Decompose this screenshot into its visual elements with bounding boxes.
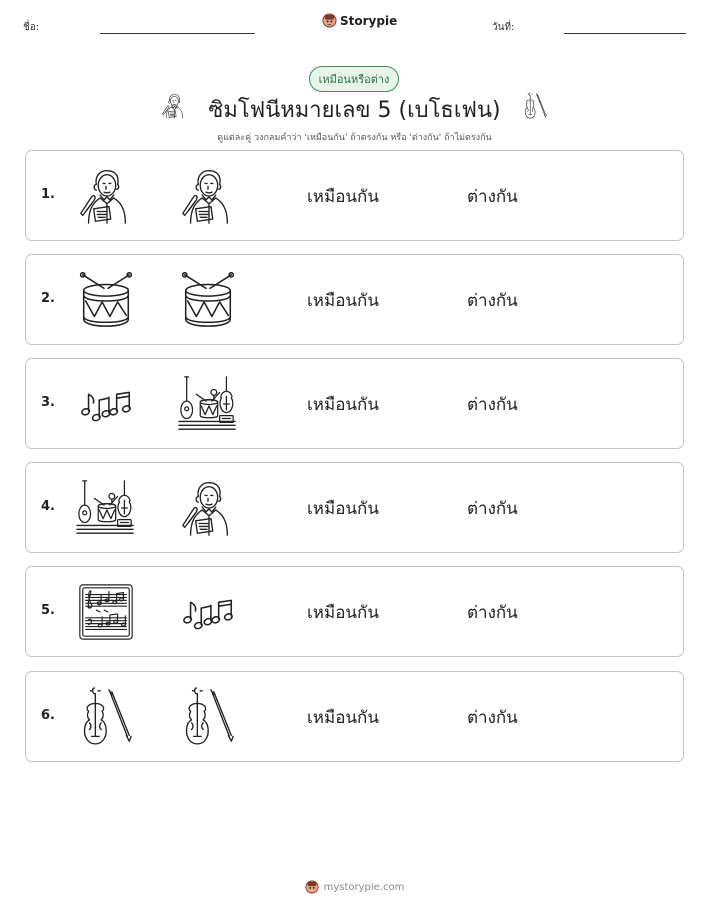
different-option[interactable]: ต่างกัน: [467, 603, 518, 623]
question-row: [25, 462, 684, 553]
question-number: 5.: [41, 603, 55, 618]
right-picture: [176, 165, 240, 227]
name-line[interactable]: [100, 33, 255, 34]
same-option[interactable]: เหมือนกัน: [307, 708, 379, 728]
question-row: [25, 671, 684, 762]
left-picture: [74, 686, 138, 748]
right-picture: [176, 477, 240, 539]
storypie-mascot-icon: [305, 880, 319, 894]
right-picture: [176, 373, 240, 435]
left-picture: [74, 477, 138, 539]
composer-icon: [74, 165, 138, 227]
left-picture: [74, 373, 138, 435]
footer-url[interactable]: mystorypie.com: [323, 881, 405, 893]
orchestra-instruments-icon: [176, 373, 240, 435]
different-option[interactable]: ต่างกัน: [467, 187, 518, 207]
orchestra-instruments-icon: [74, 477, 138, 539]
title-violin-icon: [521, 90, 549, 122]
different-option[interactable]: ต่างกัน: [467, 499, 518, 519]
same-option[interactable]: เหมือนกัน: [307, 187, 379, 207]
different-option[interactable]: ต่างกัน: [467, 395, 518, 415]
sheet-music-icon: [74, 581, 138, 643]
drum-icon: [176, 269, 240, 331]
same-option[interactable]: เหมือนกัน: [307, 291, 379, 311]
page-title: ซิมโฟนีหมายเลข 5 (เบโธเฟน): [208, 98, 501, 123]
question-row: [25, 358, 684, 449]
different-option[interactable]: ต่างกัน: [467, 708, 518, 728]
brand-name: Storypie: [340, 13, 398, 28]
footer: [0, 880, 709, 894]
composer-icon: [176, 477, 240, 539]
violin-icon: [521, 90, 549, 122]
music-notes-icon: [176, 581, 240, 643]
brand-logo: [322, 13, 397, 28]
different-option[interactable]: ต่างกัน: [467, 291, 518, 311]
storypie-mascot-icon: [322, 13, 337, 28]
music-notes-icon: [74, 373, 138, 435]
question-row: [25, 254, 684, 345]
question-number: 3.: [41, 395, 55, 410]
violin-icon: [176, 686, 240, 748]
instructions: ดูแต่ละคู่ วงกลมคำว่า 'เหมือนกัน' ถ้าตรงกัน หรือ 'ต่างกัน' ถ้าไม่ตรงกัน: [217, 133, 492, 143]
same-option[interactable]: เหมือนกัน: [307, 499, 379, 519]
question-number: 2.: [41, 291, 55, 306]
right-picture: [176, 581, 240, 643]
same-option[interactable]: เหมือนกัน: [307, 603, 379, 623]
name-label: ชื่อ:: [23, 22, 40, 33]
composer-icon: [176, 165, 240, 227]
violin-icon: [74, 686, 138, 748]
date-line[interactable]: [564, 33, 686, 34]
date-label: วันที่:: [492, 22, 515, 33]
question-row: [25, 566, 684, 657]
same-option[interactable]: เหมือนกัน: [307, 395, 379, 415]
left-picture: [74, 269, 138, 331]
left-picture: [74, 165, 138, 227]
question-number: 1.: [41, 187, 55, 202]
question-number: 6.: [41, 708, 55, 723]
right-picture: [176, 269, 240, 331]
question-number: 4.: [41, 499, 55, 514]
question-row: [25, 150, 684, 241]
left-picture: [74, 581, 138, 643]
drum-icon: [74, 269, 138, 331]
worksheet-type-badge: เหมือนหรือต่าง: [309, 66, 399, 92]
right-picture: [176, 686, 240, 748]
